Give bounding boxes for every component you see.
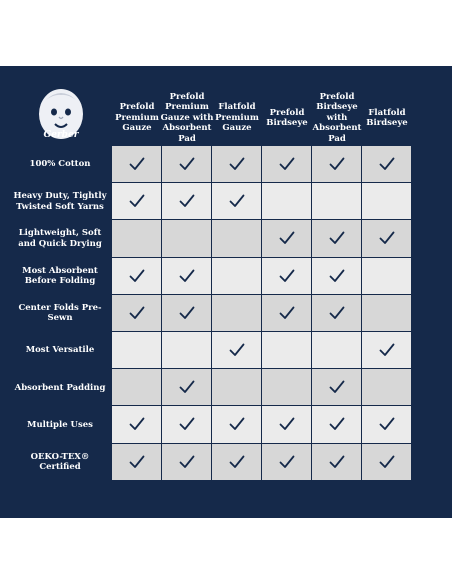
checkmark-icon	[279, 231, 295, 245]
table-cell	[362, 220, 411, 256]
table-cell	[312, 295, 361, 331]
table-cell	[112, 444, 161, 480]
table-cell	[212, 146, 261, 182]
table-cell	[162, 146, 211, 182]
checkmark-icon	[329, 231, 345, 245]
table-cell	[362, 295, 411, 331]
checkmark-icon	[379, 343, 395, 357]
table-cell	[262, 369, 311, 405]
table-cell	[362, 406, 411, 442]
table-cell	[162, 369, 211, 405]
table-cell	[262, 444, 311, 480]
table-cell	[312, 406, 361, 442]
table-cell	[262, 295, 311, 331]
table-cell	[112, 369, 161, 405]
table-cell	[262, 220, 311, 256]
checkmark-icon	[179, 380, 195, 394]
table-cell	[212, 369, 261, 405]
checkmark-icon	[179, 157, 195, 171]
row-label: OEKO-TEX® Certified	[30, 451, 90, 473]
checkmark-icon	[129, 269, 145, 283]
column-header: Prefold Premium Gauze with Absorbent Pad	[160, 91, 214, 144]
checkmark-icon	[329, 417, 345, 431]
checkmark-icon	[129, 306, 145, 320]
brand-logo-text: Gerber	[43, 130, 79, 140]
checkmark-icon	[229, 157, 245, 171]
table-cell	[112, 258, 161, 294]
column-header: Flatfold Birdseye	[366, 107, 408, 128]
table-cell	[212, 406, 261, 442]
checkmark-icon	[279, 455, 295, 469]
table-cell	[162, 258, 211, 294]
table-cell	[362, 444, 411, 480]
table-cell	[362, 332, 411, 368]
table-cell	[262, 183, 311, 219]
checkmark-icon	[179, 194, 195, 208]
table-cell	[262, 332, 311, 368]
checkmark-icon	[279, 417, 295, 431]
table-cell	[162, 220, 211, 256]
table-cell	[212, 444, 261, 480]
table-cell	[312, 183, 361, 219]
comparison-panel	[0, 66, 452, 518]
column-header: Flatfold Premium Gauze	[215, 102, 259, 134]
checkmark-icon	[329, 269, 345, 283]
checkmark-icon	[379, 417, 395, 431]
checkmark-icon	[229, 455, 245, 469]
column-header: Prefold Birdseye with Absorbent Pad	[312, 91, 362, 144]
row-label: Absorbent Padding	[14, 382, 106, 393]
table-cell	[162, 332, 211, 368]
table-cell	[212, 183, 261, 219]
checkmark-icon	[229, 417, 245, 431]
checkmark-icon	[229, 194, 245, 208]
checkmark-icon	[129, 157, 145, 171]
checkmark-icon	[179, 269, 195, 283]
table-cell	[362, 369, 411, 405]
table-cell	[212, 295, 261, 331]
row-label: Multiple Uses	[27, 419, 93, 430]
checkmark-icon	[329, 306, 345, 320]
table-cell	[362, 258, 411, 294]
checkmark-icon	[279, 269, 295, 283]
checkmark-icon	[279, 306, 295, 320]
table-cell	[312, 444, 361, 480]
checkmark-icon	[229, 343, 245, 357]
table-cell	[112, 146, 161, 182]
table-cell	[262, 406, 311, 442]
table-cell	[312, 332, 361, 368]
checkmark-icon	[329, 455, 345, 469]
table-cell	[112, 406, 161, 442]
checkmark-icon	[329, 157, 345, 171]
table-cell	[162, 406, 211, 442]
table-cell	[312, 146, 361, 182]
checkmark-icon	[379, 455, 395, 469]
row-label: Center Folds Pre-Sewn	[18, 302, 102, 324]
column-header: Prefold Premium Gauze	[115, 102, 159, 134]
table-cell	[212, 258, 261, 294]
row-label: Lightweight, Soft and Quick Drying	[18, 228, 102, 249]
table-cell	[262, 146, 311, 182]
table-cell	[162, 183, 211, 219]
table-cell	[312, 220, 361, 256]
table-cell	[112, 332, 161, 368]
table-cell	[312, 369, 361, 405]
checkmark-icon	[179, 417, 195, 431]
checkmark-icon	[279, 157, 295, 171]
checkmark-icon	[129, 417, 145, 431]
table-cell	[312, 258, 361, 294]
table-cell	[212, 332, 261, 368]
table-cell	[162, 444, 211, 480]
checkmark-icon	[179, 306, 195, 320]
table-cell	[362, 183, 411, 219]
row-label: Heavy Duty, Tightly Twisted Soft Yarns	[13, 191, 107, 212]
checkmark-icon	[129, 194, 145, 208]
checkmark-icon	[329, 380, 345, 394]
checkmark-icon	[129, 455, 145, 469]
table-cell	[262, 258, 311, 294]
table-cell	[112, 220, 161, 256]
checkmark-icon	[379, 157, 395, 171]
table-cell	[112, 295, 161, 331]
row-label: Most Absorbent Before Folding	[22, 265, 98, 287]
row-label: Most Versatile	[25, 345, 95, 356]
row-label: 100% Cotton	[29, 159, 91, 170]
checkmark-icon	[379, 231, 395, 245]
table-cell	[362, 146, 411, 182]
column-header: Prefold Birdseye	[266, 107, 308, 128]
table-cell	[212, 220, 261, 256]
table-cell	[162, 295, 211, 331]
checkmark-icon	[179, 455, 195, 469]
table-cell	[112, 183, 161, 219]
